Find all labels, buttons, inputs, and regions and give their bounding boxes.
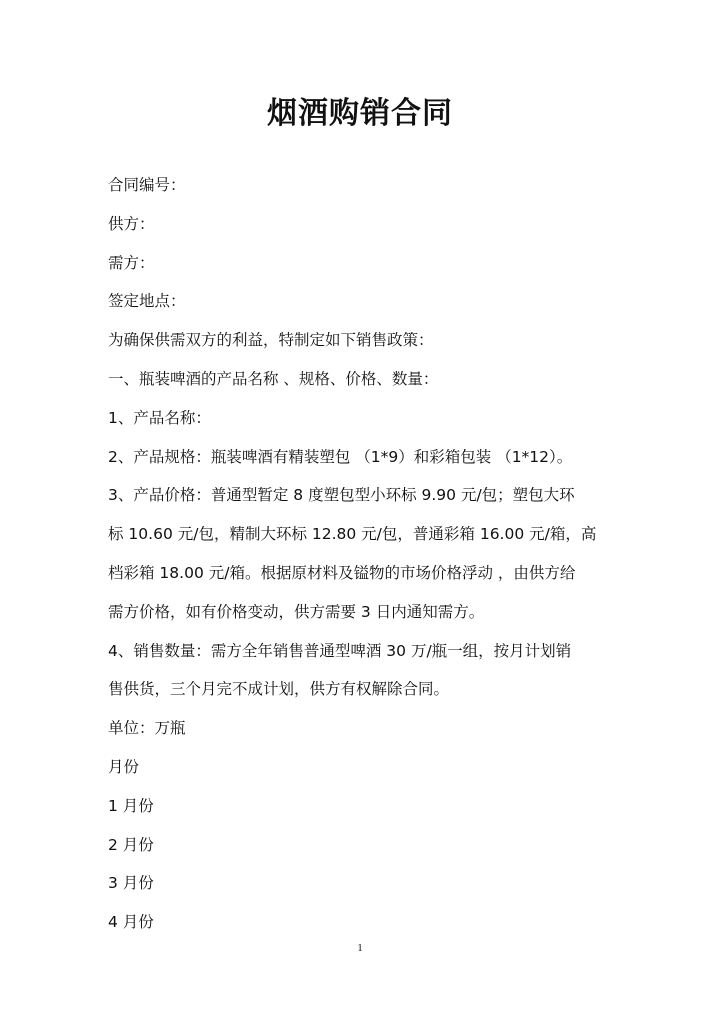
text-line: 合同编号： bbox=[108, 176, 186, 194]
text-line: 售供货，三个月完不成计划，供方有权解除合同。 bbox=[108, 680, 450, 699]
text-line: 单位：万瓶 bbox=[108, 719, 186, 738]
text-line: 标 10.60 元/包，精制大环标 12.80 元/包，普通彩箱 16.00 元/箱，高 bbox=[108, 525, 597, 544]
text-line: 2、产品规格：瓶装啤酒有精装塑包 （1*9）和彩箱包装 （1*12）。 bbox=[108, 447, 573, 466]
text-line: 需方： bbox=[108, 253, 155, 272]
text-line: 4、销售数量：需方全年销售普通型啤酒 30 万/瓶一组，按月计划销 bbox=[108, 641, 572, 660]
page-number: 1 bbox=[357, 942, 363, 954]
text-line: 1、产品名称： bbox=[108, 408, 211, 427]
text-line: 供方： bbox=[108, 214, 155, 233]
text-line: 2 月份 bbox=[108, 835, 154, 854]
text-line: 一、瓶装啤酒的产品名称 、规格、价格、数量： bbox=[108, 369, 439, 388]
text-line: 档彩箱 18.00 元/箱。根据原材料及镒物的市场价格浮动 ，由供方给 bbox=[108, 563, 576, 582]
text-line: 3、产品价格：普通型暂定 8 度塑包型小环标 9.90 元/包；塑包大环 bbox=[108, 486, 575, 505]
document-title: 烟酒购销合同 bbox=[267, 96, 453, 131]
text-line: 4 月份 bbox=[108, 913, 154, 932]
text-line: 1 月份 bbox=[108, 796, 154, 815]
text-line: 签定地点： bbox=[108, 292, 186, 311]
document-body bbox=[108, 172, 628, 948]
text-line: 3 月份 bbox=[108, 874, 154, 893]
text-line: 为确保供需双方的利益，特制定如下销售政策： bbox=[108, 331, 434, 350]
text-line: 需方价格，如有价格变动，供方需要 3 日内通知需方。 bbox=[108, 602, 485, 621]
text-line: 月份 bbox=[108, 757, 140, 776]
